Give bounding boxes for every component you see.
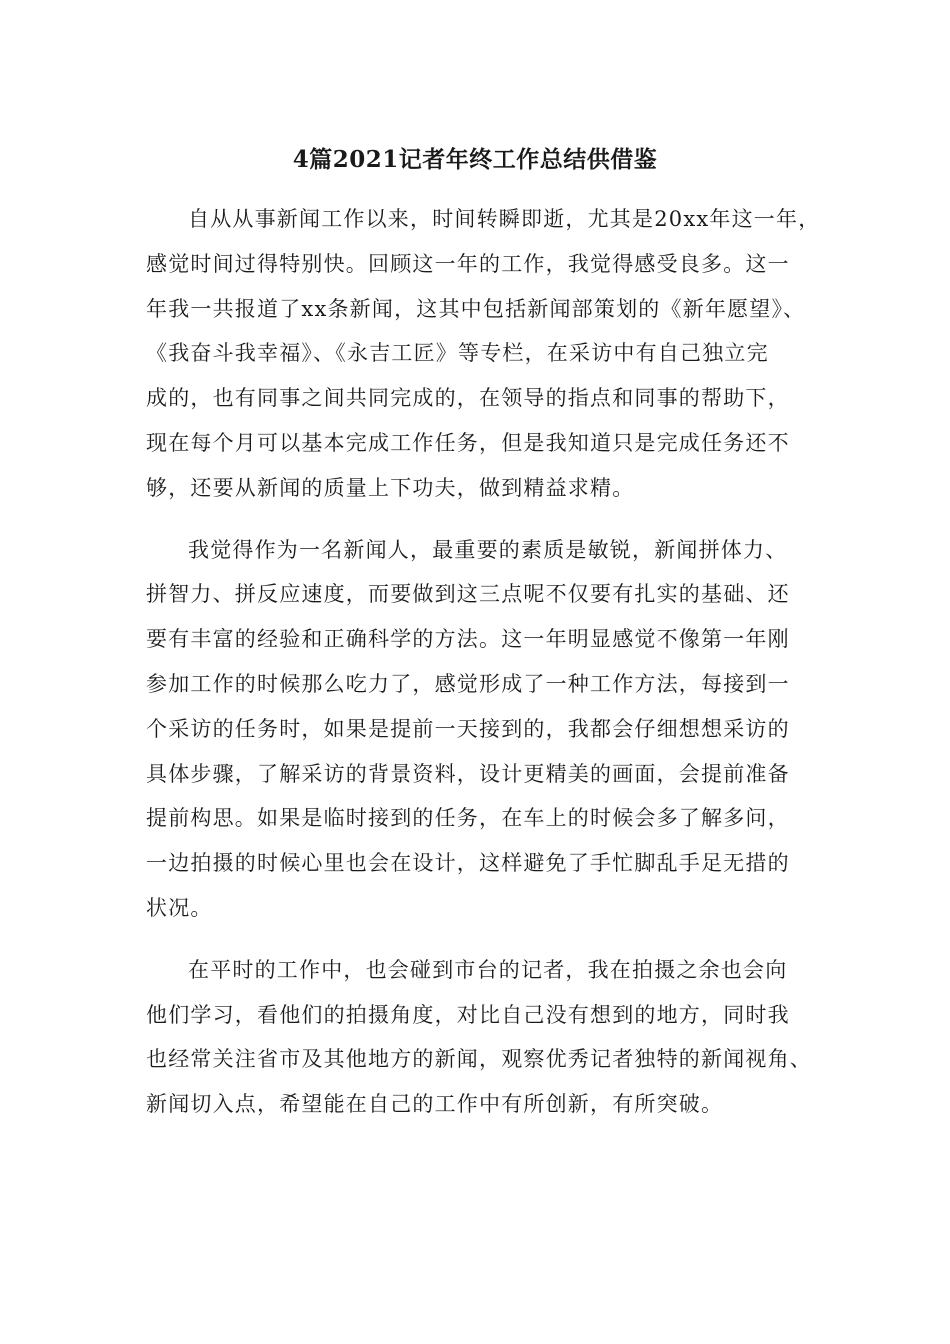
document-title: 4篇2021记者年终工作总结供借鉴 bbox=[292, 146, 658, 173]
text-line: 状况。 bbox=[146, 895, 213, 920]
text-line: 新闻切入点，希望能在自己的工作中有所创新，有所突破。 bbox=[146, 1092, 724, 1117]
text-line: 参加工作的时候那么吃力了，感觉形成了一种工作方法，每接到一 bbox=[146, 671, 790, 696]
paragraph bbox=[146, 948, 816, 1127]
text-line: 年我一共报道了xx条新闻，这其中包括新闻部策划的《新年愿望》、 bbox=[146, 296, 806, 321]
document-body bbox=[146, 197, 821, 1144]
text-line: 个采访的任务时，如果是提前一天接到的，我都会仔细想想采访的 bbox=[146, 716, 790, 741]
text-line: 感觉时间过得特别快。回顾这一年的工作，我觉得感受良多。这一 bbox=[146, 251, 790, 276]
text-line: 在平时的工作中，也会碰到市台的记者，我在拍摄之余也会向 bbox=[188, 957, 788, 982]
text-line: 现在每个月可以基本完成工作任务，但是我知道只是完成任务还不 bbox=[146, 430, 790, 455]
text-line: 要有丰富的经验和正确科学的方法。这一年明显感觉不像第一年刚 bbox=[146, 627, 790, 652]
paragraph bbox=[146, 197, 821, 511]
paragraph bbox=[146, 528, 816, 931]
text-line: 一边拍摄的时候心里也会在设计，这样避免了手忙脚乱手足无措的 bbox=[146, 851, 790, 876]
text-line: 我觉得作为一名新闻人，最重要的素质是敏锐，新闻拼体力、 bbox=[188, 537, 788, 562]
text-line: 他们学习，看他们的拍摄角度，对比自己没有想到的地方，同时我 bbox=[146, 1002, 790, 1027]
text-line: 成的，也有同事之间共同完成的，在领导的指点和同事的帮助下， bbox=[146, 386, 790, 411]
text-line: 提前构思。如果是临时接到的任务，在车上的时候会多了解多问， bbox=[146, 806, 790, 831]
text-line: 够，还要从新闻的质量上下功夫，做到精益求精。 bbox=[146, 475, 635, 500]
text-line: 《我奋斗我幸福》、《永吉工匠》等专栏，在采访中有自己独立完 bbox=[146, 341, 769, 366]
text-line: 拼智力、拼反应速度，而要做到这三点呢不仅要有扎实的基础、还 bbox=[146, 582, 790, 607]
text-line: 自从从事新闻工作以来，时间转瞬即逝，尤其是20xx年这一年， bbox=[188, 207, 821, 231]
text-line: 具体步骤，了解采访的背景资料，设计更精美的画面，会提前准备 bbox=[146, 761, 790, 786]
text-line: 也经常关注省市及其他地方的新闻，观察优秀记者独特的新闻视角、 bbox=[146, 1047, 812, 1072]
